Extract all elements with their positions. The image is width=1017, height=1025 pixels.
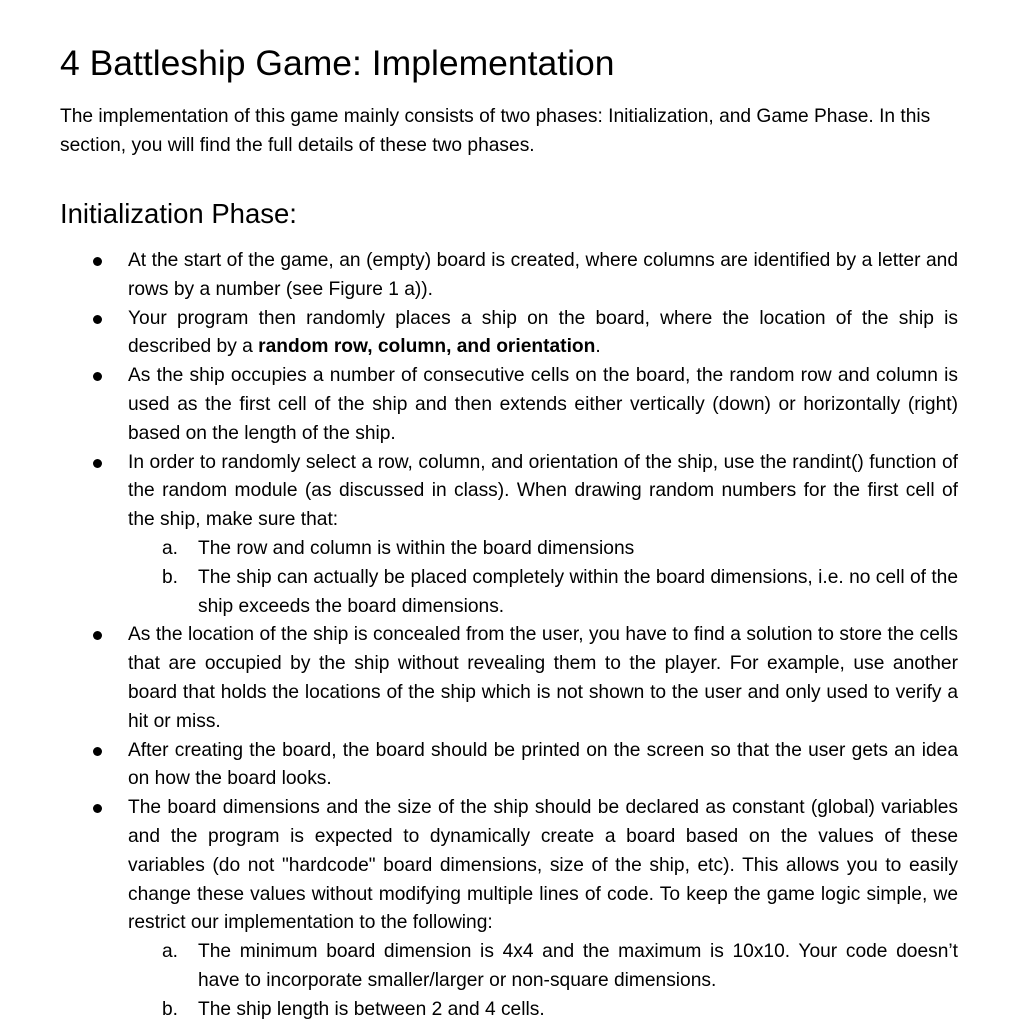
sub-item: [162, 564, 958, 622]
bullet-icon: [93, 315, 102, 324]
sub-item-label: b.: [162, 566, 179, 588]
sub-item: [162, 996, 958, 1025]
bullet-icon: [93, 372, 102, 381]
sub-item-label: a.: [162, 941, 179, 963]
sub-item: [162, 535, 958, 564]
bullet-item: [128, 794, 958, 1024]
bullet-text: [128, 305, 958, 363]
document-title: 4 Battleship Game: Implementation: [60, 43, 615, 83]
sub-item: [162, 938, 958, 996]
bullet-icon: [93, 459, 102, 468]
bullet-text-bold: random row, column, and orientation: [258, 336, 596, 358]
bullet-text-before: Your program then randomly places a ship on the board, where the location of the ship is described by a: [128, 307, 958, 358]
bullet-item: [128, 247, 958, 305]
sub-item-label: b.: [162, 998, 179, 1020]
bullet-item: [128, 621, 958, 736]
bullet-icon: [93, 747, 102, 756]
bullet-item: [128, 305, 958, 363]
section-title: Initialization Phase:: [60, 198, 297, 229]
bullet-text: At the start of the game, an (empty) board is created, where columns are identified by a letter and rows by a number (see Figure 1 a)).: [128, 250, 958, 300]
sub-item-text: The ship can actually be placed completely within the board dimensions, i.e. no cell of the ship exceeds the board dimensions.: [198, 566, 958, 617]
sub-item-label: a.: [162, 537, 179, 559]
bullet-item: [128, 362, 958, 448]
bullet-item: [128, 737, 958, 795]
sub-item-text: The row and column is within the board dimensions: [198, 537, 635, 559]
bullet-icon: [93, 804, 102, 813]
bullet-list: [128, 247, 958, 1025]
bullet-text-after: .: [595, 336, 601, 358]
sub-list: [128, 535, 958, 621]
bullet-icon: [93, 631, 102, 640]
bullet-text: As the ship occupies a number of consecutive cells on the board, the random row and column is used as the first cell of the ship and then extends either vertically (down) or horizontally (right) based on the length of the ship.: [128, 365, 958, 444]
sub-list: [128, 938, 958, 1024]
bullet-icon: [93, 257, 102, 266]
bullet-text: In order to randomly select a row, column, and orientation of the ship, use the randint() function of the random module (as discussed in class). When drawing random numbers for the first cell of the ship, make sure that:: [128, 451, 958, 531]
bullet-item: [128, 449, 958, 622]
sub-item-text: The ship length is between 2 and 4 cells.: [198, 998, 545, 1020]
intro-paragraph: The implementation of this game mainly consists of two phases: Initialization, and Game Phase. In this section, you will find the full details of these two phases.: [60, 106, 931, 156]
bullet-text: After creating the board, the board should be printed on the screen so that the user gets an idea on how the board looks.: [128, 739, 958, 790]
sub-item-text: The minimum board dimension is 4x4 and the maximum is 10x10. Your code doesn’t have to incorporate smaller/larger or non-square dimensions.: [198, 941, 958, 991]
bullet-text: As the location of the ship is concealed from the user, you have to find a solution to store the cells that are occupied by the ship without revealing them to the player. For example, use another board that holds the locations of the ship which is not shown to the user and only used to verify a hit or miss.: [128, 624, 958, 732]
bullet-text: The board dimensions and the size of the ship should be declared as constant (global) variables and the program is expected to dynamically create a board based on the values of these variables (do not "hardcode" board dimensions, size of the ship, etc). This allows you to easily change these values without modifying multiple lines of code. To keep the game logic simple, we restrict our implementation to the following:: [128, 797, 958, 934]
